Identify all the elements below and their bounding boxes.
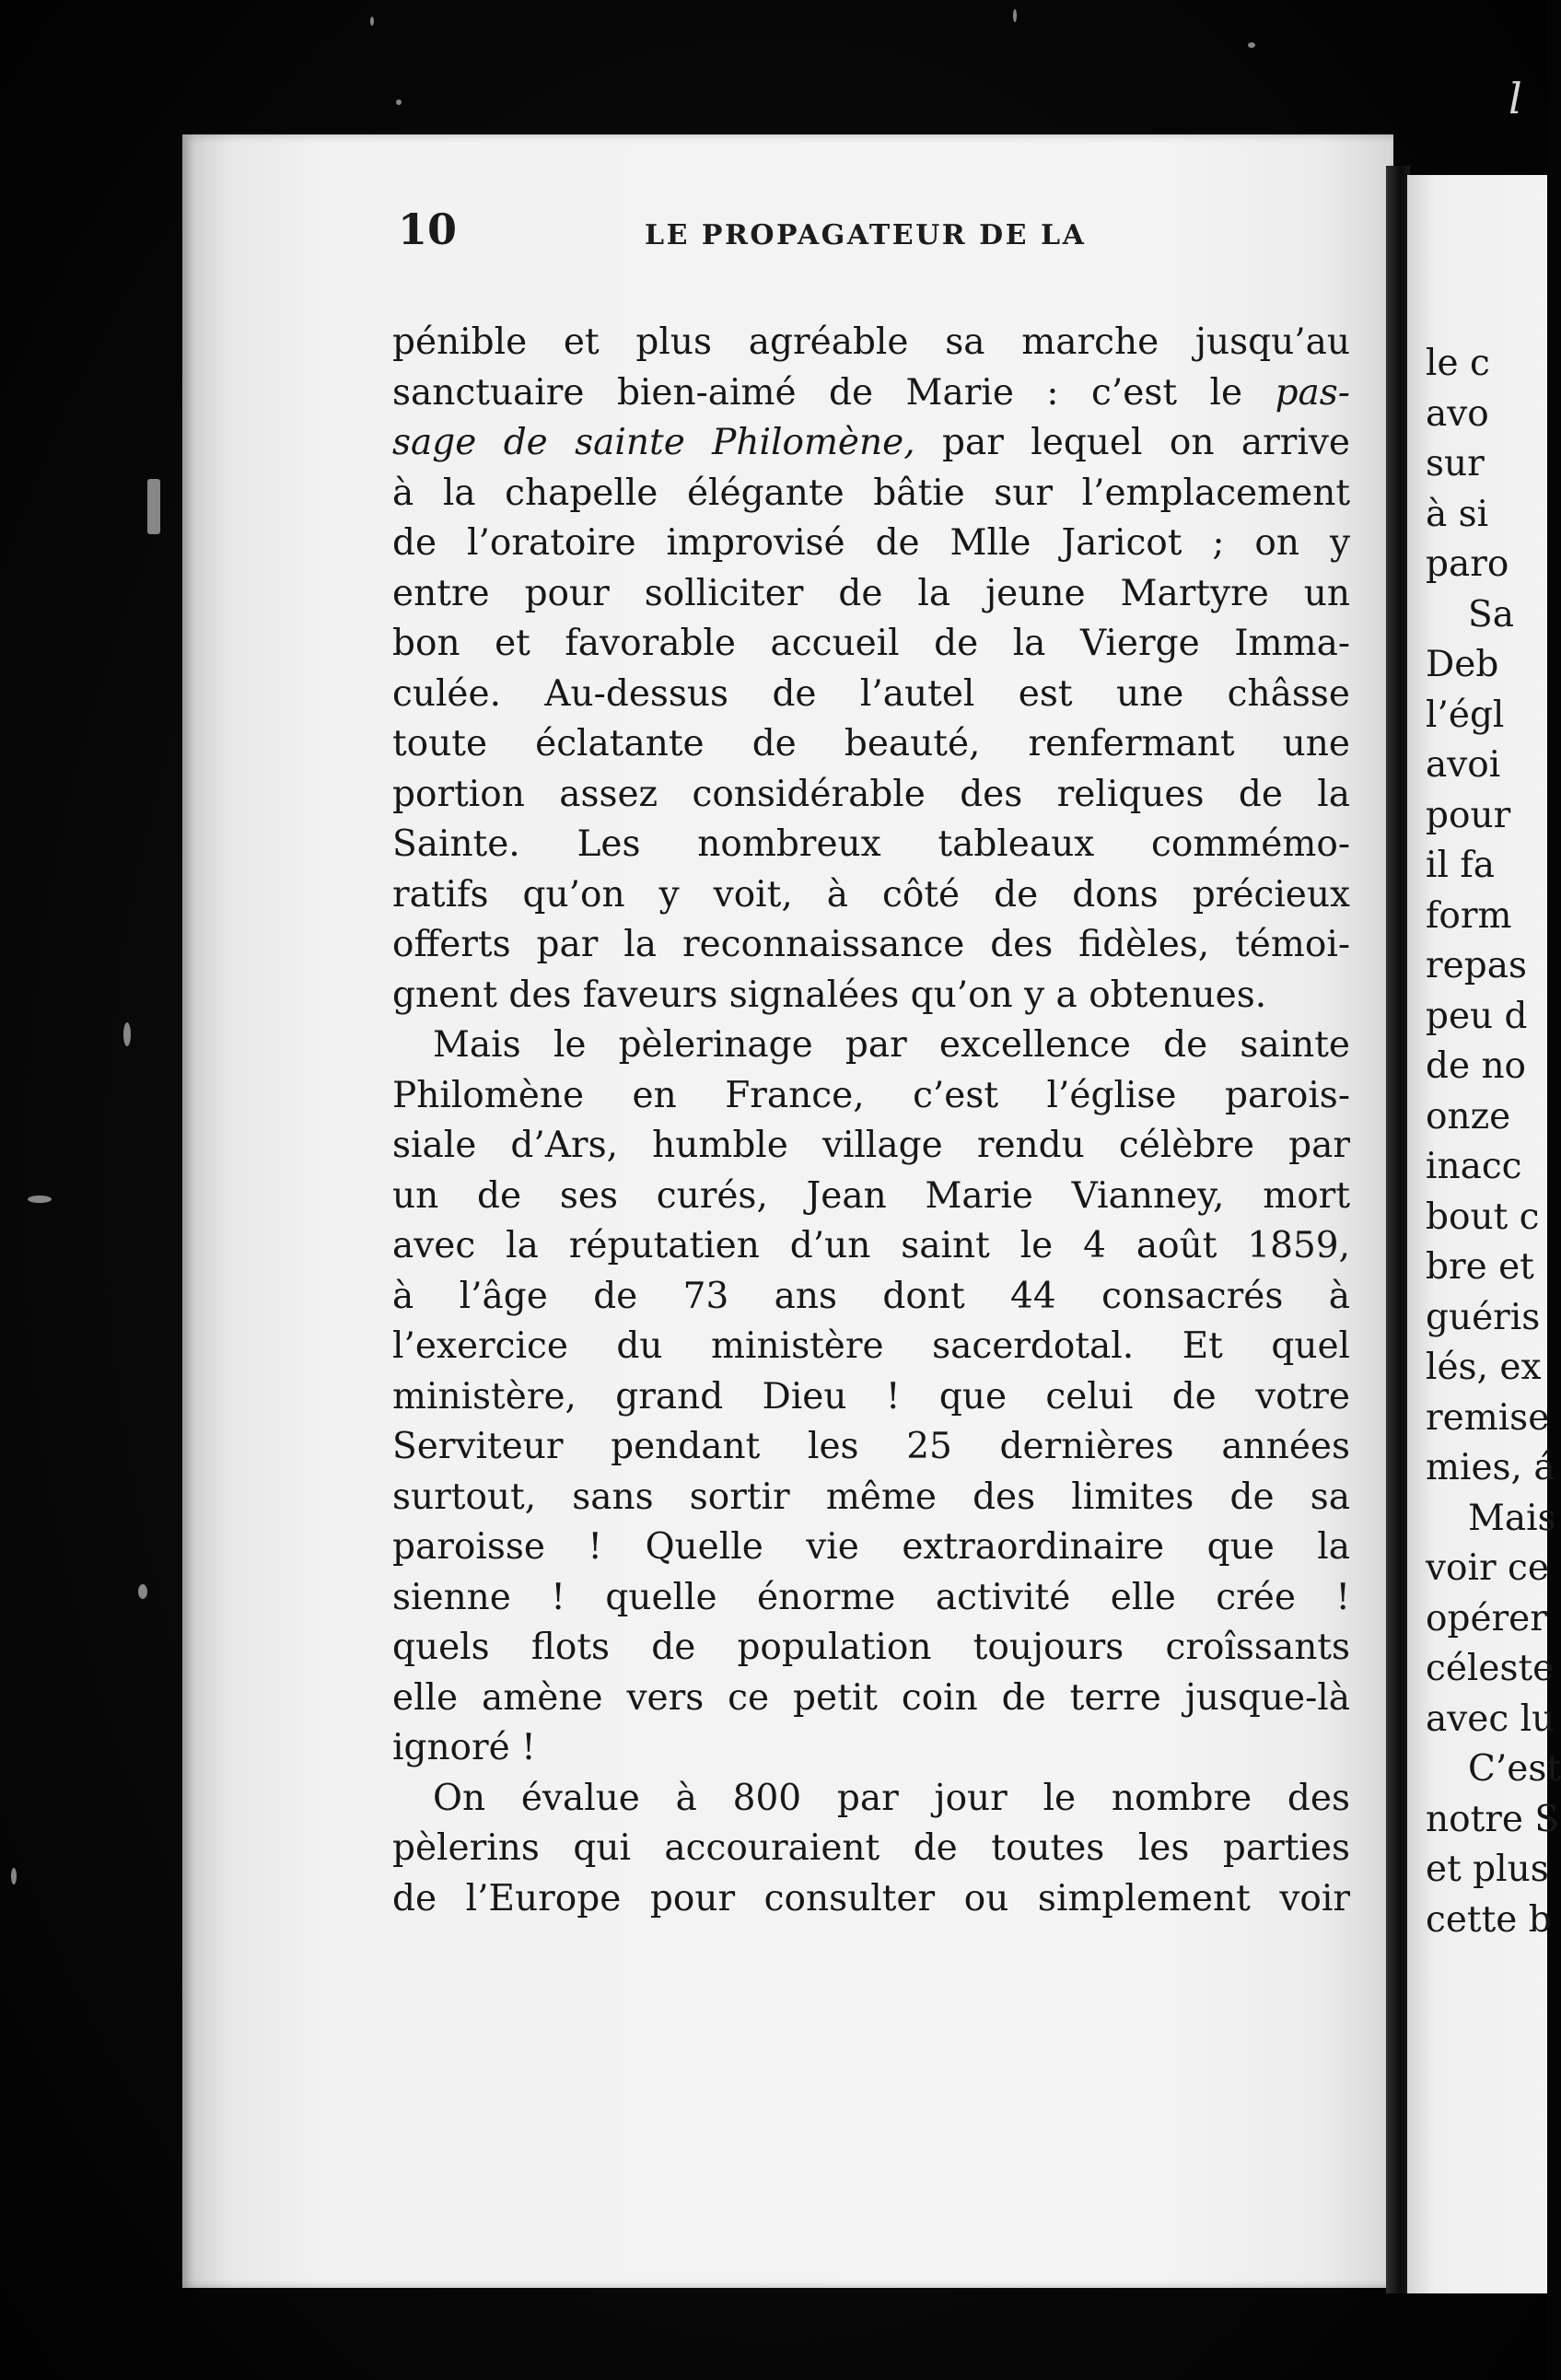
text-line: peu d (1426, 995, 1528, 1037)
text-line: avo (1426, 392, 1489, 435)
dust-speck (123, 1022, 131, 1046)
body-text (392, 318, 1350, 1924)
text-line: toute éclatante de beauté, renfermant une (392, 723, 1350, 764)
text-line: gnent des faveurs signalées qu’on y a obtenues. (392, 974, 1267, 1016)
text-line: bon et favorable accueil de la Vierge Imma- (392, 623, 1350, 664)
text-line: Sainte. Les nombreux tableaux commémo- (392, 823, 1350, 865)
text-line: paro (1426, 543, 1509, 585)
text-line: portion assez considérable des reliques de la (392, 773, 1350, 815)
dust-speck (370, 17, 374, 26)
text-line: mies, á (1426, 1447, 1555, 1488)
text-line: Sa (1468, 593, 1514, 636)
text-line (392, 368, 1350, 419)
text-line: paroisse ! Quelle vie extraordinaire que la (392, 1526, 1350, 1568)
dust-speck (28, 1196, 52, 1203)
italic-span: sage de sainte Philomène, (392, 422, 915, 463)
right-page-text (1426, 339, 1561, 1945)
text-line: opérer (1426, 1597, 1547, 1639)
text-line: il fa (1426, 845, 1496, 886)
text-line: Philomène en France, c’est l’église parois- (392, 1074, 1350, 1116)
text-line: Deb (1426, 644, 1499, 685)
italic-span: pas- (1275, 371, 1350, 414)
text-line: ignoré ! (392, 1727, 536, 1768)
text-line: l’exercice du ministère sacerdotal. Et quel (392, 1325, 1350, 1367)
dust-speck (11, 1868, 17, 1884)
text-line: l’égl (1426, 694, 1505, 736)
text-line: céleste (1426, 1648, 1555, 1689)
text-line: voir ce (1426, 1547, 1549, 1589)
text-line: quels flots de population toujours croîssants (392, 1627, 1350, 1668)
dust-speck (396, 99, 402, 105)
text-line: surtout, sans sortir même des limites de sa (392, 1476, 1350, 1518)
text-line: culée. Au-dessus de l’autel est une châsse (392, 672, 1350, 715)
text-line (392, 418, 1350, 469)
text-line: de l’Europe pour consulter ou simplement voir (392, 1877, 1350, 1919)
corner-mark: l (1509, 74, 1522, 123)
text-line: bout c (1426, 1196, 1540, 1238)
text-line: Serviteur pendant les 25 dernières années (392, 1426, 1350, 1467)
text-line: à si (1426, 493, 1489, 535)
text-line: pour (1426, 794, 1511, 836)
text-line: guéris (1426, 1296, 1541, 1338)
text-line: avec lu (1426, 1698, 1555, 1740)
text-line: à la chapelle élégante bâtie sur l’emplacement (392, 472, 1350, 514)
text-span: sanctuaire bien-aimé de Marie : c’est le (392, 371, 1276, 414)
dust-speck (138, 1584, 147, 1599)
text-line: offerts par la reconnaissance des fidèles, témoi- (392, 924, 1350, 965)
text-line: Mais (1468, 1497, 1556, 1539)
text-line: inacc (1426, 1146, 1522, 1187)
text-line: lés, ex (1426, 1347, 1542, 1388)
page-number: 10 (398, 204, 458, 254)
text-line: ratifs qu’on y voit, à côté de dons précieux (392, 873, 1350, 916)
text-line: On évalue à 800 par jour le nombre des (433, 1777, 1350, 1819)
running-head: LE PROPAGATEUR DE LA (645, 219, 1087, 251)
dust-speck (147, 479, 160, 534)
text-line: elle amène vers ce petit coin de terre jusque-là (392, 1676, 1350, 1719)
text-line: bre et (1426, 1246, 1534, 1288)
text-line: Mais le pèlerinage par excellence de sainte (433, 1024, 1350, 1066)
text-line: de l’oratoire improvisé de Mlle Jaricot ; on y (392, 522, 1350, 564)
text-line: onze (1426, 1095, 1511, 1138)
text-line: pénible et plus agréable sa marche jusqu’au (392, 321, 1350, 363)
text-line: repas (1426, 945, 1527, 986)
text-line: avec la réputatien d’un saint le 4 août 1859, (392, 1225, 1350, 1266)
text-line: pèlerins qui accouraient de toutes les parties (392, 1827, 1350, 1869)
text-span: par lequel on arrive (914, 422, 1351, 463)
page-header (398, 204, 1356, 269)
text-line: et plus (1426, 1849, 1549, 1890)
text-line: remise (1426, 1396, 1550, 1439)
text-line: un de ses curés, Jean Marie Vianney, mort (392, 1174, 1350, 1217)
text-line: avoi (1426, 744, 1501, 786)
text-line: ministère, grand Dieu ! que celui de votre (392, 1375, 1350, 1418)
text-line: entre pour solliciter de la jeune Martyre un (392, 572, 1350, 614)
text-line: sur (1426, 443, 1485, 484)
dust-speck (1248, 42, 1255, 48)
text-line: siale d’Ars, humble village rendu célèbre par (392, 1125, 1350, 1166)
text-line: cette b (1426, 1898, 1552, 1941)
text-line: à l’âge de 73 ans dont 44 consacrés à (392, 1275, 1350, 1317)
dust-speck (1013, 9, 1017, 22)
text-line: form (1426, 894, 1512, 937)
text-line: de no (1426, 1045, 1527, 1087)
text-line: sienne ! quelle énorme activité elle crée ! (392, 1576, 1350, 1618)
text-line: le c (1426, 343, 1490, 384)
text-line: notre S (1426, 1798, 1560, 1840)
text-line: C’est (1468, 1748, 1561, 1790)
